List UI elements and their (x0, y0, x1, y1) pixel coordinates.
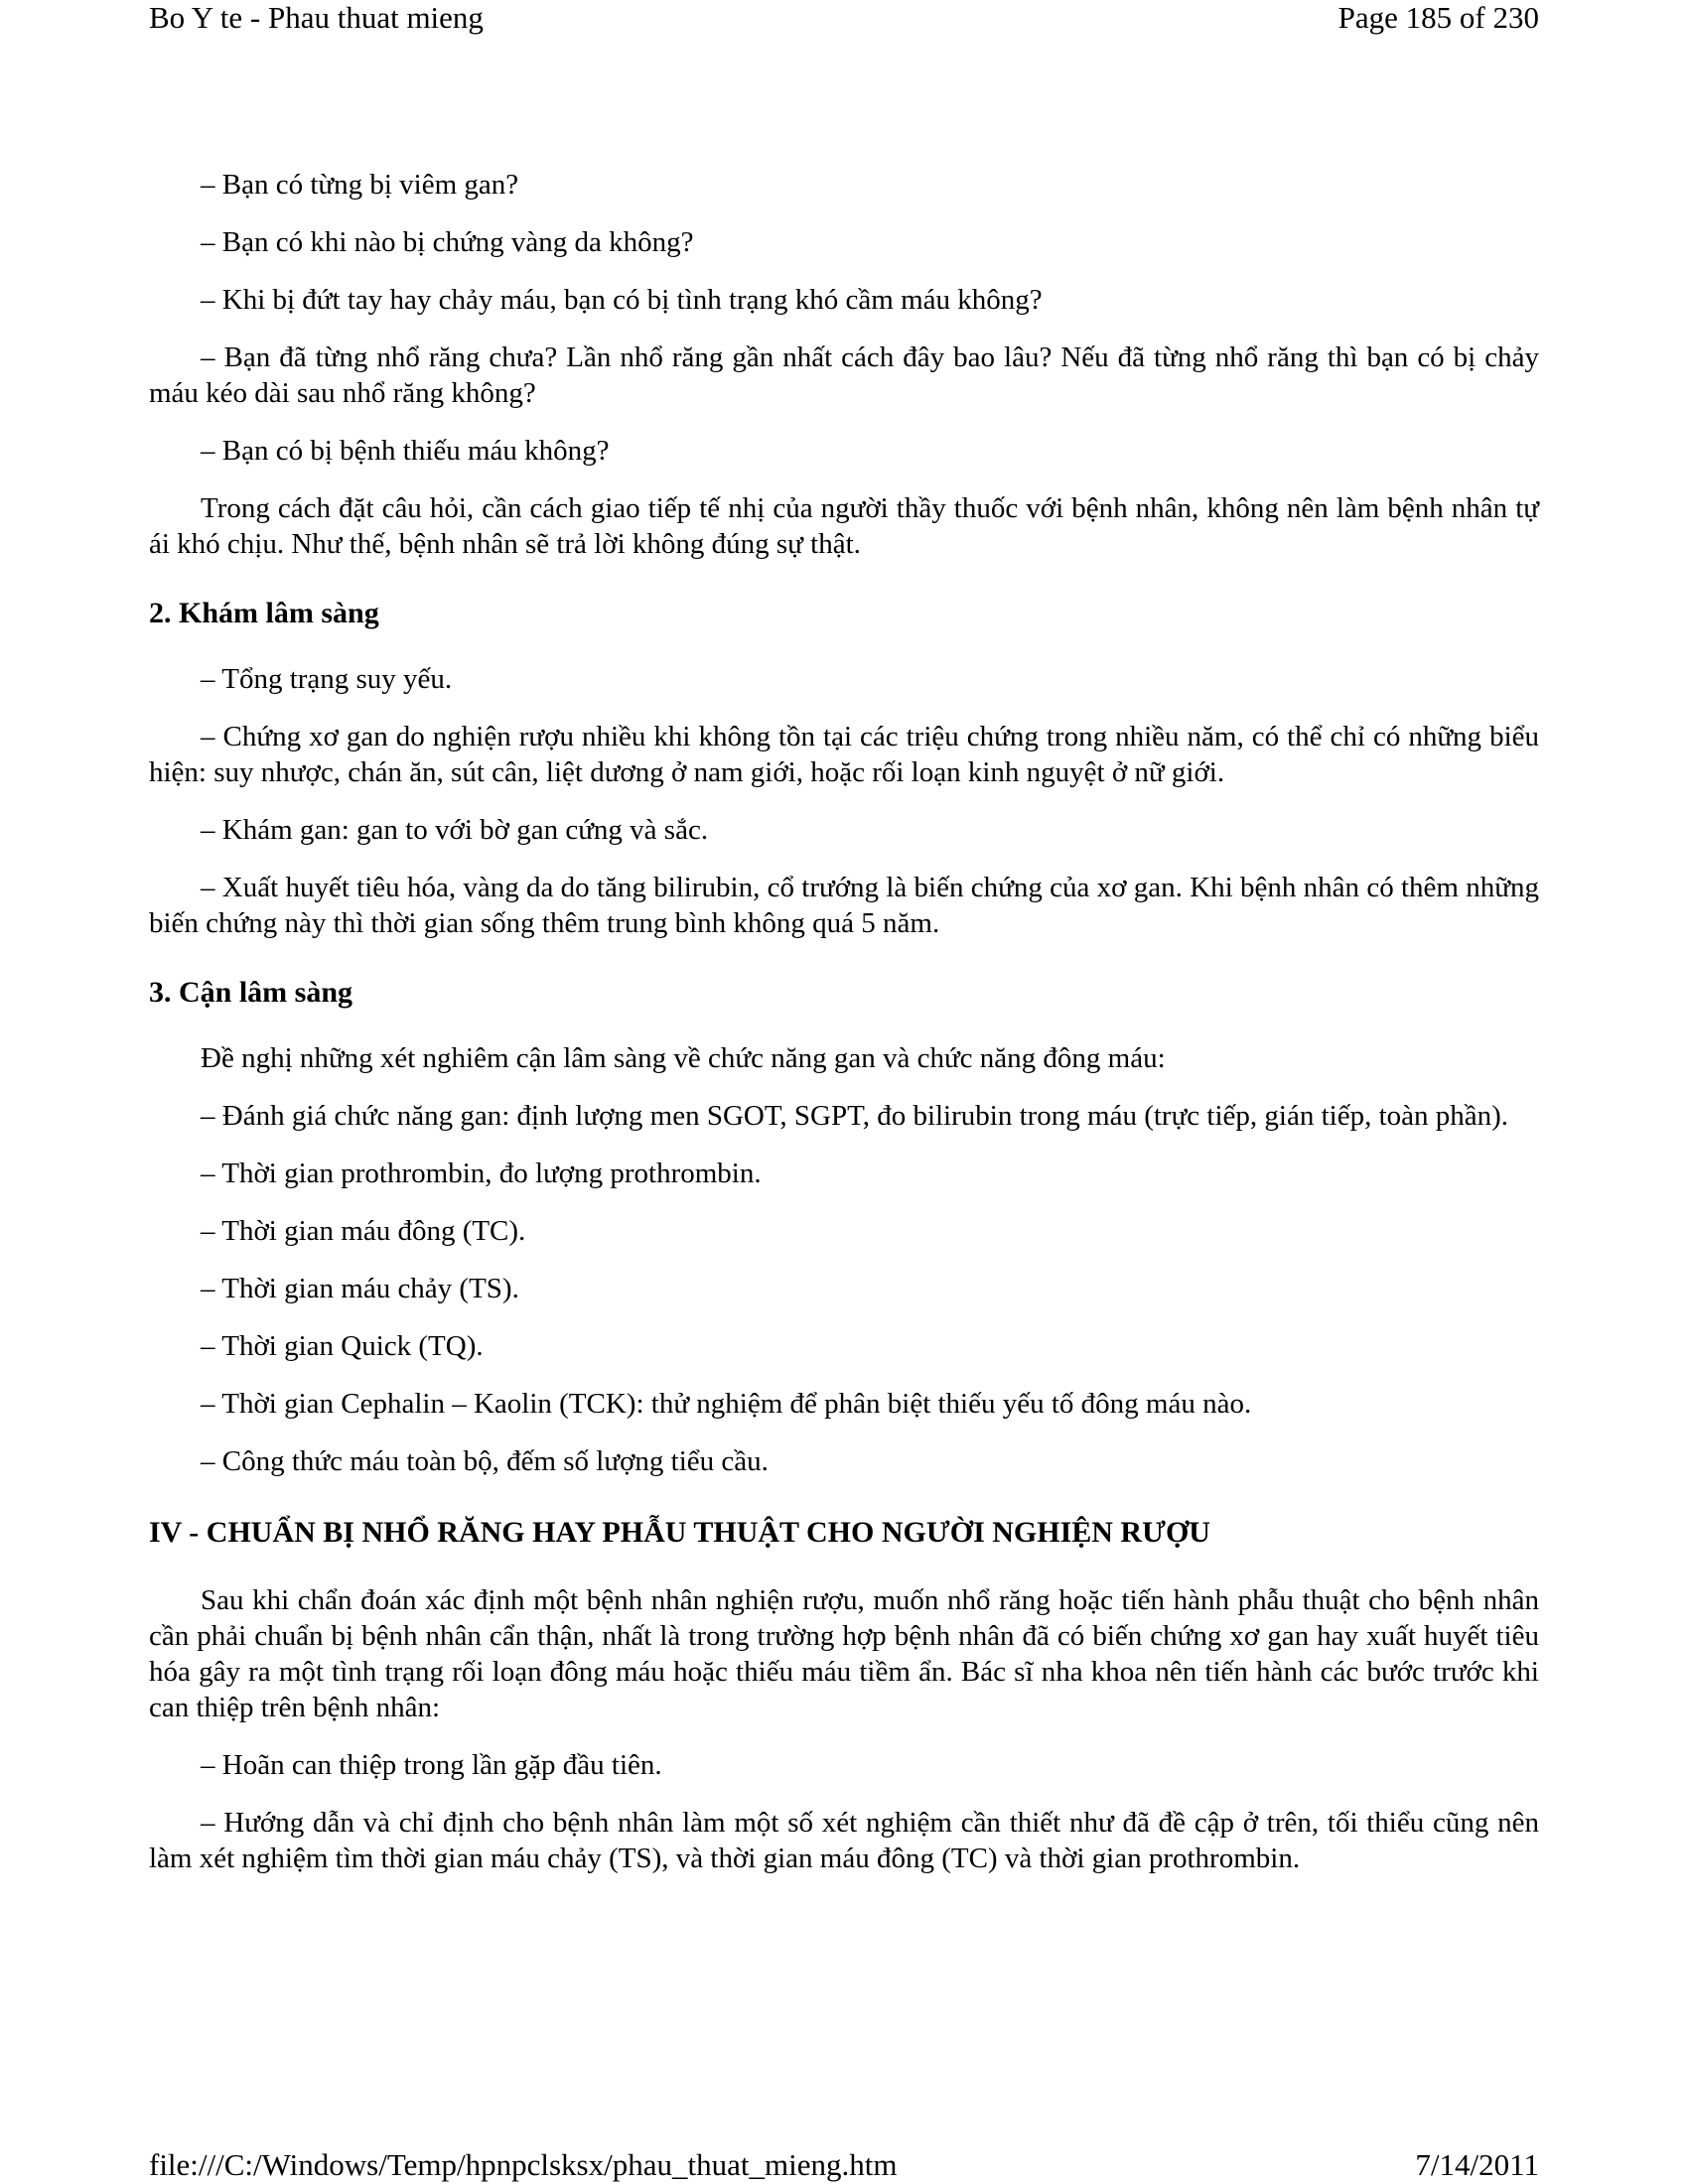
heading-paraclinical: 3. Cận lâm sàng (149, 976, 353, 1009)
paraclinical-item-tc: – Thời gian máu đông (TC). (201, 1215, 526, 1247)
exam-item-cirrhosis: – Chứng xơ gan do nghiện rượu nhiều khi không tồn tại các triệu chứng trong nhiều năm, có thể chỉ có những biểu hiện: suy nhược, chán ăn, sút cân, liệt dương ở nam giới, hoặc rối loạn kinh nguyệt ở nữ giới. (149, 721, 1539, 788)
paragraph-communication: Trong cách đặt câu hỏi, cần cách giao tiếp tế nhị của người thầy thuốc với bệnh nhân, không nên làm bệnh nhân tự ái khó chịu. Như thế, bệnh nhân sẽ trả lời không đúng sự thật. (149, 492, 1539, 560)
paraclinical-item-ts: – Thời gian máu chảy (TS). (201, 1273, 519, 1304)
paraclinical-item-liver-function: – Đánh giá chức năng gan: định lượng men SGOT, SGPT, đo bilirubin trong máu (trực tiếp, gián tiếp, toàn phần). (201, 1100, 1509, 1132)
heading-clinical-exam: 2. Khám lâm sàng (149, 597, 379, 629)
document-body (149, 167, 1539, 1898)
exam-item-liver: – Khám gan: gan to với bờ gan cứng và sắc. (201, 814, 709, 846)
exam-item-complications: – Xuất huyết tiêu hóa, vàng da do tăng bilirubin, cổ trướng là biến chứng của xơ gan. Khi bệnh nhân có thêm những biến chứng này thì thời gian sống thêm trung bình không quá 5 năm. (149, 872, 1539, 939)
preparation-intro: Sau khi chẩn đoán xác định một bệnh nhân nghiện rượu, muốn nhổ răng hoặc tiến hành phẫu thuật cho bệnh nhân cần phải chuẩn bị bệnh nhân cẩn thận, nhất là trong trường hợp bệnh nhân đã có biến chứng xơ gan hay xuất huyết tiêu hóa gây ra một tình trạng rối loạn đông máu hoặc thiếu máu tiềm ẩn. Bác sĩ nha khoa nên tiến hành các bước trước khi can thiệp trên bệnh nhân: (149, 1584, 1539, 1723)
preparation-item-postpone: – Hoãn can thiệp trong lần gặp đầu tiên. (201, 1749, 662, 1781)
question-jaundice: – Bạn có khi nào bị chứng vàng da không? (201, 226, 694, 258)
paraclinical-item-tq: – Thời gian Quick (TQ). (201, 1330, 484, 1362)
page-number: Page 185 of 230 (1337, 0, 1539, 35)
paraclinical-intro: Đề nghị những xét nghiêm cận lâm sàng về chức năng gan và chức năng đông máu: (201, 1042, 1166, 1074)
paraclinical-item-tck: – Thời gian Cephalin – Kaolin (TCK): thử nghiệm để phân biệt thiếu yếu tố đông máu nào. (201, 1388, 1252, 1420)
footer-file-path: file:///C:/Windows/Temp/hpnpclsksx/phau_thuat_mieng.htm (149, 2147, 898, 2182)
preparation-item-tests: – Hướng dẫn và chỉ định cho bệnh nhân làm một số xét nghiệm cần thiết như đã đề cập ở trên, tối thiểu cũng nên làm xét nghiệm tìm thời gian máu chảy (TS), và thời gian máu đông (TC) và thời gian prothrombin. (149, 1807, 1539, 1874)
page-header-title: Bo Y te - Phau thuat mieng (149, 0, 484, 35)
heading-section-iv: IV - CHUẨN BỊ NHỔ RĂNG HAY PHẪU THUẬT CHO NGƯỜI NGHIỆN RƯỢU (149, 1516, 1210, 1549)
footer-date: 7/14/2011 (1415, 2147, 1539, 2182)
paraclinical-item-prothrombin: – Thời gian prothrombin, đo lượng prothrombin. (201, 1158, 762, 1189)
question-tooth-extraction: – Bạn đã từng nhổ răng chưa? Lần nhổ răng gần nhất cách đây bao lâu? Nếu đã từng nhổ răng thì bạn có bị chảy máu kéo dài sau nhổ răng không? (149, 341, 1539, 409)
question-hepatitis: – Bạn có từng bị viêm gan? (201, 169, 519, 201)
question-anemia: – Bạn có bị bệnh thiếu máu không? (201, 435, 610, 467)
question-bleeding: – Khi bị đứt tay hay chảy máu, bạn có bị tình trạng khó cầm máu không? (201, 284, 1043, 316)
paraclinical-item-blood-count: – Công thức máu toàn bộ, đếm số lượng tiểu cầu. (201, 1445, 769, 1477)
exam-item-general: – Tổng trạng suy yếu. (201, 663, 453, 695)
